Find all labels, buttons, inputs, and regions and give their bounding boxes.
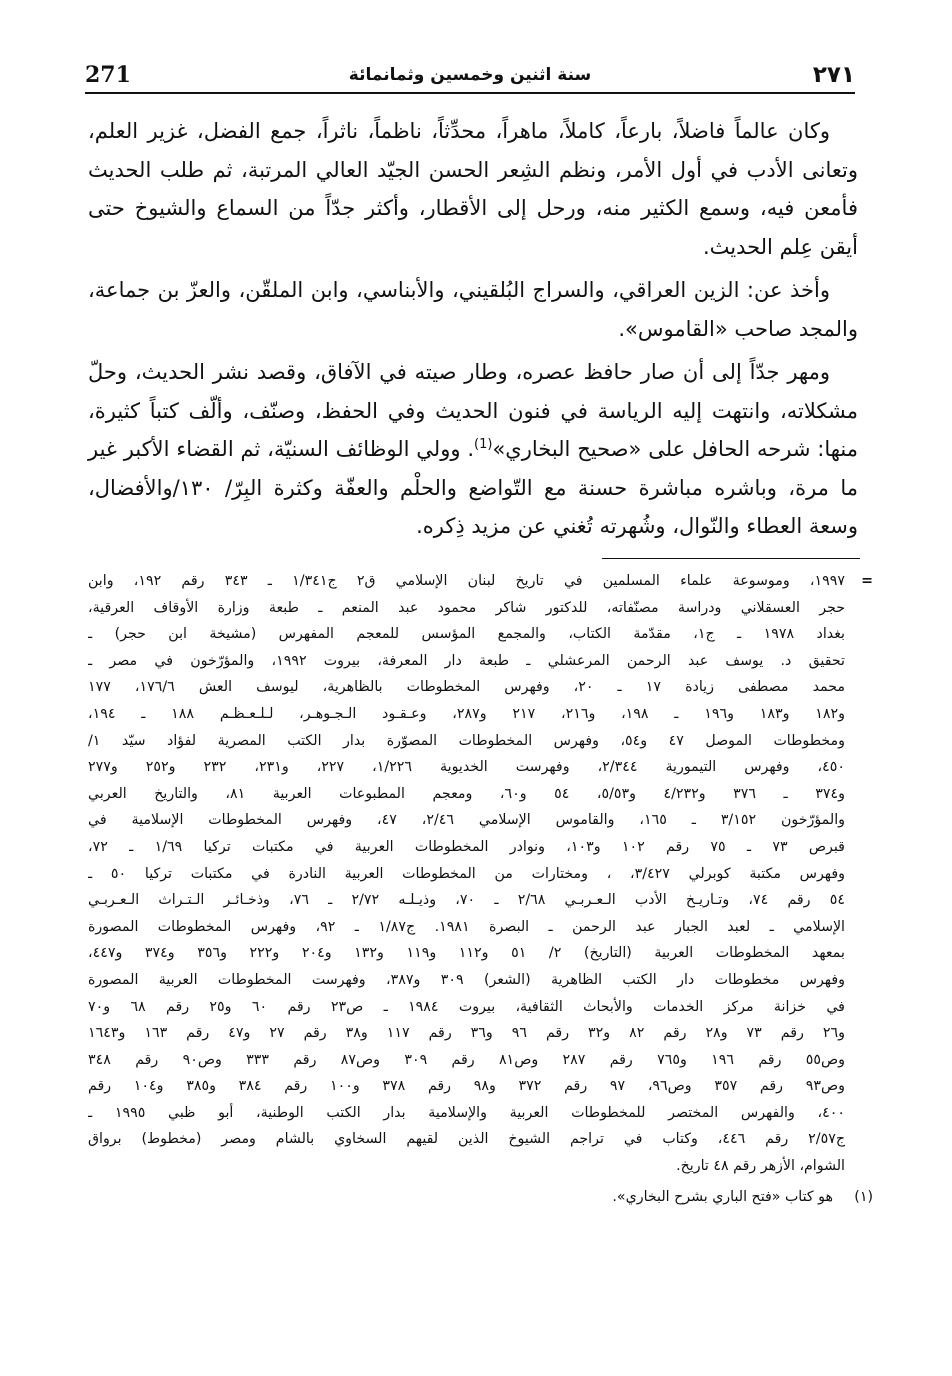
- page-number-arabic: ٢٧١: [812, 62, 855, 88]
- footnote-line: ٤٠٠، والفهرس المختصر للمخطوطات العربية والإسلامية بدار الكتب الوطنية، أبو ظبي ١٩٩٥ ـ: [88, 1104, 845, 1121]
- footnote-1-marker: (١): [854, 1188, 873, 1205]
- footnote-reference-1[interactable]: (1): [474, 437, 493, 452]
- paragraph-3-part-1: ومهر جدّاً إلى أن صار حافظ عصره، وطار صيته في الآفاق، وقصد نشر الحديث، وحلّ مشكلاته، وانتهت إليه الرياسة في فنون الحديث وفي الحفظ، وصنّف، وألّف كتباً كثيرة، منها: شرحه الحافل على «صحيح البخاري»: [88, 360, 858, 461]
- footnote-line: قبرص ٧٣ ـ ٧٥ رقم ١٠٢ و١٠٣، ونوادر المخطوطات العربية في مكتبات تركيا ١/٦٩ ـ ٧٢،: [88, 838, 845, 855]
- page-number-latin: 271: [85, 62, 131, 88]
- footnote-line: بغداد ١٩٧٨ ـ ج١، مقدّمة الكتاب، والمجمع المؤسس للمعجم المفهرس (مشيخة ابن حجر) ـ: [88, 626, 845, 643]
- footnote-line: بمعهد المخطوطات العربية (التاريخ) ٢/ ٥١ و١١٢ و١١٩ و١٣٢ و٢٠٤ و٢٢٢ و٣٥٦ و٣٧٤ و٤٤٧،: [88, 945, 845, 962]
- footnote-1-text: هو كتاب «فتح الباري بشرح البخاري».: [612, 1188, 833, 1205]
- footnote-continuation: [88, 568, 873, 1180]
- footnote-line: و٢٦ رقم ٧٣ و٢٨ رقم ٨٢ و٣٢ رقم ٩٦ و٣٦ رقم ١١٧ و٣٨ رقم ٢٧ و٤٧ رقم ١٦٣ و١٦٤٣: [88, 1025, 845, 1042]
- continuation-marker: =: [861, 573, 873, 589]
- paragraph-1: وكان عالماً فاضلاً، بارعاً، كاملاً، ماهراً، محدِّثاً، ناظماً، ناثراً، جمع الفضل، غزير العلم، وتعانى الأدب في أول الأمر، ونظم الشِعر الحسن الجيّد العالي المرتبة، ثم طلب الحديث فأمعن فيه، وسمع الكثير منه، ورحل إلى الأقطار، وأكثر جدّاً من السماع والشيوخ حتى أيقن عِلم الحديث.: [88, 119, 858, 259]
- footnote-line: ومخطوطات الموصل ٤٧ و٥٤، وفهرس المخطوطات المصوّرة بدار الكتب المصرية لفؤاد سيّد ١/: [88, 732, 845, 749]
- footnote-line: محمد مصطفى زيادة ١٧ ـ ٢٠، وفهرس المخطوطات بالظاهرية، ليوسف العش ١٧٦/٦، ١٧٧: [88, 679, 845, 696]
- footnote-line: ٤٥٠، وفهرس التيمورية ٢/٣٤٤، وفهرست الخديوية ١/٢٢٦، ٢٢٧، و٢٣١، ٢٣٢ و٢٥٢ و٢٧٧: [88, 759, 845, 776]
- footnote-line: وص٥٥ رقم ١٩٦ و٧٦٥ رقم ٢٨٧ وص٨١ رقم ٣٠٩ وص٨٧ رقم ٣٣٣ وص٩٠ رقم ٣٤٨: [88, 1051, 845, 1068]
- footnote-line: و١٨٢ و١٨٣ و١٩٦ ـ ١٩٨، و٢١٦، ٢١٧ و٢٨٧، وعـقـود الـجـوهـر، لـلـعـظـم ١٨٨ ـ ١٩٤،: [88, 705, 845, 722]
- footnote-line: في خزانة مركز الخدمات والأبحاث الثقافية، بيروت ١٩٨٤ ـ ص٢٣ رقم ٦٠ و٢٥ رقم ٦٨ و٧٠: [88, 998, 845, 1015]
- footnote-line: وفهرس مكتبة كوبرلي ٣/٤٢٧، ، ومختارات من المخطوطات العربية النادرة في مكتبات تركيا ٥٠ ـ: [88, 865, 845, 882]
- footnote-separator: [602, 558, 860, 559]
- footnote-line: وص٩٣ رقم ٣٥٧ وص٩٦، ٩٧ رقم ٣٧٢ و٩٨ رقم ٣٧٨ و١٠٠ رقم ٣٨٤ و٣٨٥ و١٠٤ رقم: [88, 1078, 845, 1095]
- footnote-line: ٥٤ رقم ٧٤، وتـاريـخ الأدب الـعـربـي ٢/٦٨ ـ ٧٠، وذيـلـه ٢/٧٢ ـ ٧٦، وذخـائـر الـتـراث الـعـربـي: [88, 892, 845, 909]
- footnote-line: حجر العسقلاني ودراسة مصنّفاته، للدكتور شاكر محمود عبد المنعم ـ طبعة وزارة الأوقاف العرقية،: [88, 599, 845, 616]
- paragraph-3-part-2: . وولي الوظائف السنيّة، ثم القضاء الأكبر غير ما مرة، وباشره مباشرة حسنة مع التّواضع والحلْم والعفّة وكثرة البِرّ/ ١٣٠/والأفضال، وسعة العطاء والنّوال، وشُهرته تُغني عن مزيد ذِكره.: [88, 437, 858, 538]
- page-header: [85, 58, 855, 94]
- footnote-1: [88, 1184, 873, 1210]
- footnote-continuation-lines: [88, 568, 845, 1180]
- footnote-line: ج٢/٥٧ رقم ٤٤٦، وكتاب في تراجم الشيوخ الذين لقيهم السخاوي بالشام ومصر (مخطوط) برواق: [88, 1131, 845, 1148]
- footnote-line: وفهرس مخطوطات دار الكتب الظاهرية (الشعر) ٣٠٩ و٣٨٧، وفهرست المخطوطات العربية المصورة: [88, 971, 845, 988]
- footnote-line: و٣٧٤ ـ ٣٧٦ و٤/٢٣٢ و٥/٥٣، ٥٤ و٦٠، ومعجم المطبوعات العربية ٨١، والتاريخ العربي: [88, 785, 845, 802]
- running-title: سنة اثنين وخمسين وثمانمائة: [348, 65, 592, 85]
- paragraph-2: وأخذ عن: الزين العراقي، والسراج البُلقيني، والأبناسي، وابن الملقّن، والعزّ بن جماعة، والمجد صاحب «القاموس».: [88, 278, 858, 341]
- footnote-line: ١٩٩٧، وموسوعة علماء المسلمين في تاريخ لبنان الإسلامي ق٢ ج١/٣٤١ ـ ٣٤٣ رقم ١٩٢، وابن: [88, 573, 845, 589]
- footnotes: [88, 568, 873, 1210]
- footnote-line: والمؤرّخون ٣/١٥٢ ـ ١٦٥، والقاموس الإسلامي ٢/٤٦، ٤٧، وفهرس المخطوطات الإسلامية في: [88, 812, 845, 829]
- main-text: [88, 112, 858, 551]
- footnote-line: تحقيق د. يوسف عبد الرحمن المرعشلي ـ طبعة دار المعرفة، بيروت ١٩٩٢، والمؤرّخون في مصر ـ: [88, 652, 845, 669]
- footnote-line: الشوام، الأزهر رقم ٤٨ تاريخ.: [676, 1158, 845, 1175]
- footnote-line: الإسلامي ـ لعبد الجبار عبد الرحمن ـ البصرة ١٩٨١. ج١/٨٧ ـ ٩٢، وفهرس المخطوطات المصورة: [88, 918, 845, 935]
- paragraph-3: [88, 353, 858, 546]
